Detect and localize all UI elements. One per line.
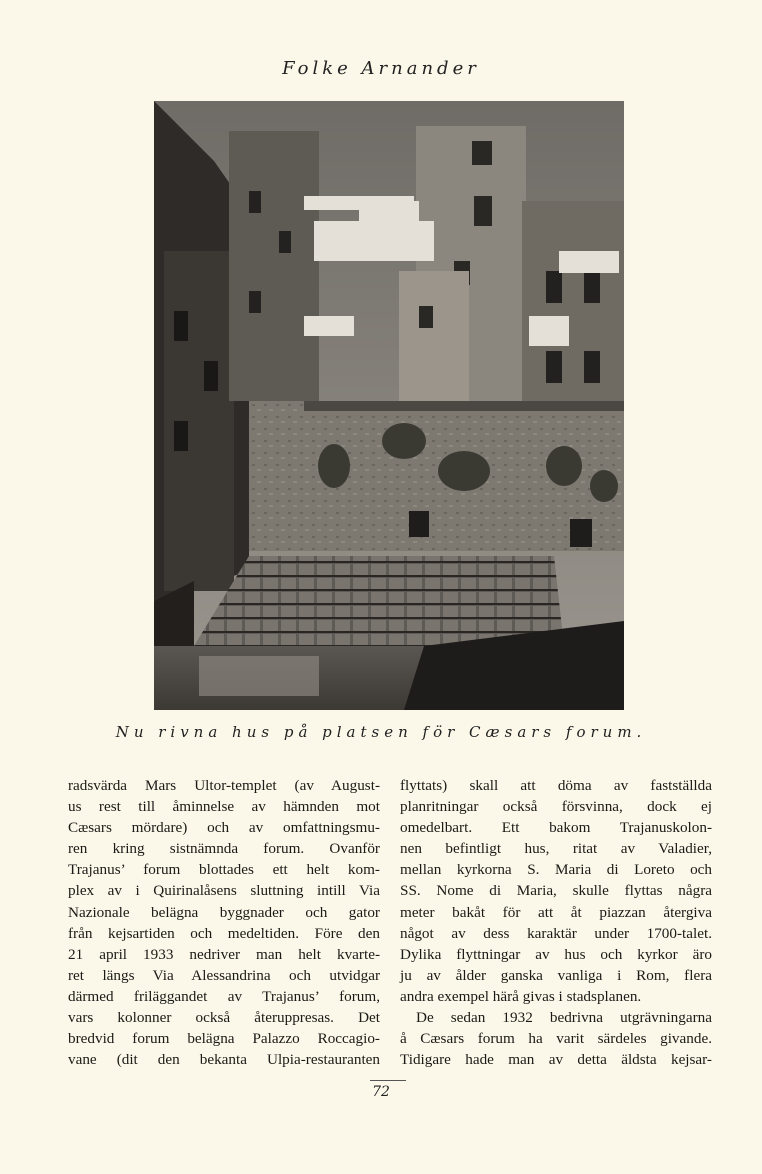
text-line: Nazionale belägna byggnader och gator <box>68 903 380 921</box>
text-line: radsvärda Mars Ultor-templet (av August- <box>68 777 380 794</box>
text-line: 21 april 1933 nedriver man helt kvarte- <box>68 945 380 963</box>
page-number: 72 <box>372 1084 390 1100</box>
text-line: bredvid forum belägna Palazzo Roccagio- <box>68 1030 380 1048</box>
text-line: Tidigare hade man av detta äldsta kejsar- <box>400 1051 712 1069</box>
text-line: från kejsartiden och medeltiden. Före den <box>68 924 380 942</box>
text-line: omedelbart. Ett bakom Trajanuskolon- <box>400 819 712 837</box>
text-line: ret längs Via Alessandrina och utvidgar <box>68 966 380 984</box>
text-line: därmed friläggandet av Trajanus’ forum, <box>68 987 380 1005</box>
text-line: SS. Nome di Maria, skulle flyttas några <box>400 882 712 900</box>
text-line: planritningar också försvinna, dock ej <box>400 798 712 816</box>
text-line: Dylika flyttningar av hus och kyrkor äro <box>400 945 712 963</box>
text-line: Trajanus’ forum blottades ett helt kom- <box>68 861 380 879</box>
text-line: De sedan 1932 bedrivna utgrävningarna <box>416 1009 712 1027</box>
text-line: något av dess karaktär under 1700-talet. <box>400 924 712 942</box>
text-line: vars kolonner också återuppresas. Det <box>68 1009 380 1027</box>
running-header: Folke Arnander <box>282 58 480 79</box>
text-line: andra exempel härå givas i stadsplanen. <box>400 987 642 1005</box>
folio-rule <box>370 1080 406 1081</box>
text-line: nen befintligt hus, ritat av Valadier, <box>400 840 712 858</box>
photograph <box>154 101 624 710</box>
text-column-right <box>400 775 712 1070</box>
text-line: vane (dit den bekanta Ulpia-restauranten <box>68 1051 380 1069</box>
text-line: plex av i Quirinalåsens sluttning intill Via <box>68 882 380 900</box>
text-line: mellan kyrkorna S. Maria di Loreto och <box>400 861 712 879</box>
text-column-left <box>68 775 380 1070</box>
text-line: flyttats) skall att döma av fastställda <box>400 777 712 794</box>
text-line: ju av ålder ganska vanliga i Rom, flera <box>400 966 712 984</box>
text-line: å Cæsars forum ha varit särdeles givande. <box>400 1030 712 1048</box>
text-line: Cæsars mördare) och av omfattningsmu- <box>68 819 380 837</box>
figure-caption: Nu rivna hus på platsen för Cæsars forum. <box>115 723 647 741</box>
text-line: meter bakåt för att åt piazzan återgiva <box>400 903 712 921</box>
text-line: ren kring sistnämnda forum. Ovanför <box>68 840 380 858</box>
photograph-image <box>154 101 624 710</box>
text-line: us rest till åminnelse av hämnden mot <box>68 798 380 816</box>
